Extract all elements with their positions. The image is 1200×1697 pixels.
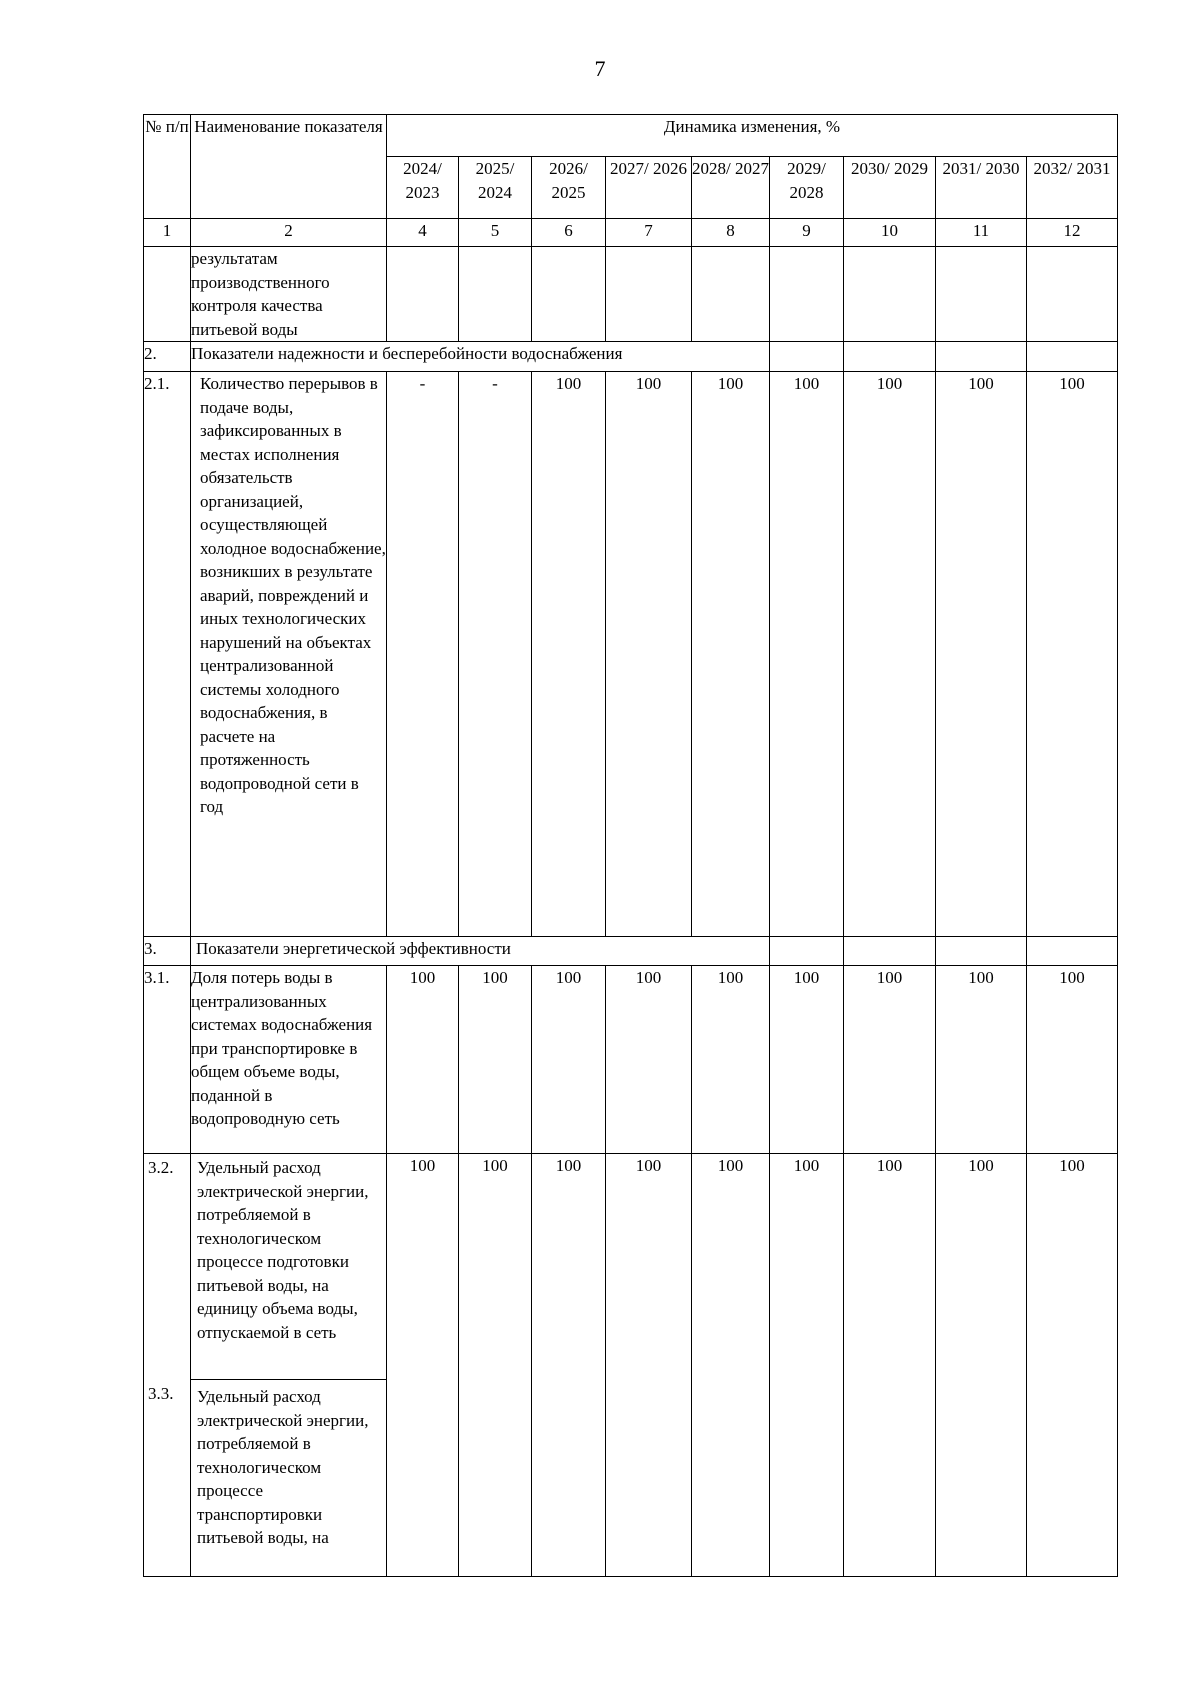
value-cell: - [459,372,532,937]
value-cell: 100 [606,372,692,937]
indicator-name: Удельный расход электрической энергии, потребляемой в технологическом процессе подготовки питьевой воды, на единицу объема воды, отпускаемой в сеть [191,1154,386,1380]
header-year: 2025/ 2024 [459,157,532,219]
table-row-3-2-3-3 [144,1154,1118,1577]
value-cell: 100 [606,1154,692,1577]
indicators-table [143,114,1118,1577]
value-cell: 100 [532,1154,606,1577]
column-index: 9 [770,219,844,247]
value-cell: 100 [1027,966,1118,1154]
indicator-name: Удельный расход электрической энергии, потребляемой в технологическом процессе транспортировки питьевой воды, на [197,1387,369,1547]
table-row-3-1 [144,966,1118,1154]
value-cell: 100 [936,1154,1027,1577]
value-cell: 100 [459,966,532,1154]
section-num: 2. [144,342,191,372]
header-row-top [144,115,1118,157]
header-year: 2028/ 2027 [692,157,770,219]
page-number: 7 [594,56,606,81]
column-index: 4 [387,219,459,247]
column-index: 8 [692,219,770,247]
indicator-name: Количество перерывов в подаче воды, зафиксированных в местах исполнения обязательств организацией, осуществляющей холодное водоснабжение, возникших в результате аварий, повреждений и иных технологических нарушений на объектах централизованной системы холодного водоснабжения, в расчете на протяженность водопроводной сети в год [191,372,387,937]
value-cell: 100 [387,966,459,1154]
value-cell: 100 [844,1154,936,1577]
header-year: 2031/ 2030 [936,157,1027,219]
column-index: 7 [606,219,692,247]
row-num-cell [144,247,191,342]
section-num: 3. [144,937,191,966]
row-num: 2.1. [144,372,191,937]
row-num: 3.3. [148,1384,174,1403]
value-cell: 100 [1027,1154,1118,1577]
header-year: 2030/ 2029 [844,157,936,219]
value-cell: 100 [692,1154,770,1577]
column-index: 1 [144,219,191,247]
section-row-3 [144,937,1118,966]
row-num-stack [144,1154,191,1577]
indicator-name: результатам производственного контроля качества питьевой воды [191,247,387,342]
column-index: 12 [1027,219,1118,247]
column-index: 10 [844,219,936,247]
indicator-name: Доля потерь воды в централизованных системах водоснабжения при транспортировке в общем объеме воды, поданной в водопроводную сеть [191,966,387,1154]
section-row-2 [144,342,1118,372]
value-cell: 100 [844,372,936,937]
value-cell: 100 [532,372,606,937]
header-year: 2029/ 2028 [770,157,844,219]
value-cell: 100 [936,966,1027,1154]
indicator-name-stack [191,1154,387,1577]
value-cell: 100 [936,372,1027,937]
row-num: 3.2. [148,1158,174,1177]
header-year: 2027/ 2026 [606,157,692,219]
value-cell: 100 [387,1154,459,1577]
header-col-name: Наименование показателя [191,115,387,219]
column-index: 11 [936,219,1027,247]
column-index: 5 [459,219,532,247]
value-cell: 100 [770,966,844,1154]
value-cell: 100 [459,1154,532,1577]
row-num: 3.1. [144,966,191,1154]
value-cell: 100 [770,1154,844,1577]
column-index: 6 [532,219,606,247]
table-row-2-1 [144,372,1118,937]
column-index-row [144,219,1118,247]
value-cell: 100 [692,372,770,937]
value-cell: 100 [692,966,770,1154]
value-cell: 100 [606,966,692,1154]
section-title: Показатели надежности и бесперебойности водоснабжения [191,342,770,372]
header-year: 2024/ 2023 [387,157,459,219]
value-cell: 100 [532,966,606,1154]
value-cell: 100 [844,966,936,1154]
header-col-num: № п/п [144,115,191,219]
header-group-title: Динамика изменения, % [387,115,1118,157]
value-cell: - [387,372,459,937]
value-cell: 100 [770,372,844,937]
value-cell: 100 [1027,372,1118,937]
section-title: Показатели энергетической эффективности [191,937,770,966]
header-year: 2026/ 2025 [532,157,606,219]
column-index: 2 [191,219,387,247]
table-row-continuation [144,247,1118,342]
header-year: 2032/ 2031 [1027,157,1118,219]
